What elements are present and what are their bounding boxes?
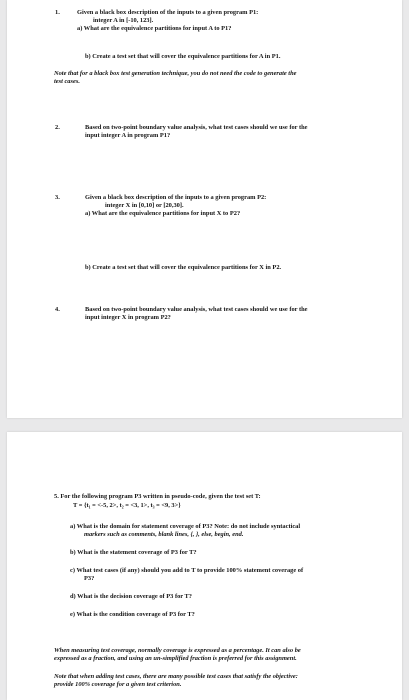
note-line: test cases. [54,78,80,86]
question-text-line: Based on two-point boundary value analysis, what test cases should we use for the [85,306,308,313]
question-text-line: e) What is the condition coverage of P3 for T? [70,611,195,618]
question-number: 4. [55,306,60,313]
question-1b [85,53,280,61]
question-text-line: c) What test cases (if any) should you add to T to provide 100% statement coverage of [70,567,304,574]
note-black-box [54,70,374,86]
note-test-cases [54,673,394,689]
question-text-line: b) Create a test set that will cover the equivalence partitions for X in P2. [85,264,282,271]
question-5b [70,549,197,557]
question-text-line: P3? [84,575,95,583]
question-text-line: b) Create a test set that will cover the equivalence partitions for A in P1. [85,53,281,60]
question-text-line: a) What are the equivalence partitions for input A to P1? [77,25,232,32]
question-text-line: integer A in [-10, 123]. [93,17,154,24]
question-text-line: markers such as comments, blank lines, {, }, else, begin, end. [84,531,244,539]
question-text-line: Given a black box description of the inputs to a given program P2: [85,194,267,201]
question-text-line: b) What is the statement coverage of P3 for T? [70,549,197,556]
question-text-line: a) What are the equivalence partitions for input X to P2? [85,210,241,217]
test-set [73,502,181,510]
question-number: 2. [55,124,60,131]
question-text-line: a) What is the domain for statement coverage of P3? Note: do not include syntactical [70,523,301,530]
question-text-line: Based on two-point boundary value analysis, what test cases should we use for the [85,124,308,131]
question-text-line: 5. For the following program P3 written in pseudo-code, given the test set T: [54,493,261,500]
question-5-intro [54,493,261,501]
question-number: 1. [55,9,60,16]
question-5c [70,567,390,583]
question-number: 3. [55,194,60,201]
note-line: expressed as a fraction, and using an un-simplified fraction is preferred for this assignment. [54,655,297,663]
question-5e [70,611,195,619]
question-text-line: input integer A in program P1? [85,132,171,139]
note-line: Note that for a black box test generation technique, you do not need the code to generate the [54,70,297,77]
question-text-line: input integer X in program P2? [85,314,171,321]
question-text-line: d) What is the decision coverage of P3 for T? [70,593,192,600]
question-5a [70,523,390,539]
question-text-line: integer X in [0,10] or [20,30]. [105,202,184,209]
note-line: provide 100% coverage for a given test criterion. [54,681,182,689]
document-page-1 [7,0,402,418]
note-line: Note that when adding test cases, there are many possible test cases that satisfy the objective: [54,673,298,680]
question-3b [85,264,281,272]
note-line: When measuring test coverage, normally coverage is expressed as a percentage. It can also be [54,647,301,654]
question-text-line: Given a black box description of the inputs to a given program P1: [77,9,259,16]
note-coverage [54,647,394,663]
document-page-2 [7,432,402,700]
test-set-text: T = {t₁ = <-5, 2>, t₂ = <3, 1>, t₃ = <9, 3>} [73,502,181,509]
question-5d [70,593,192,601]
